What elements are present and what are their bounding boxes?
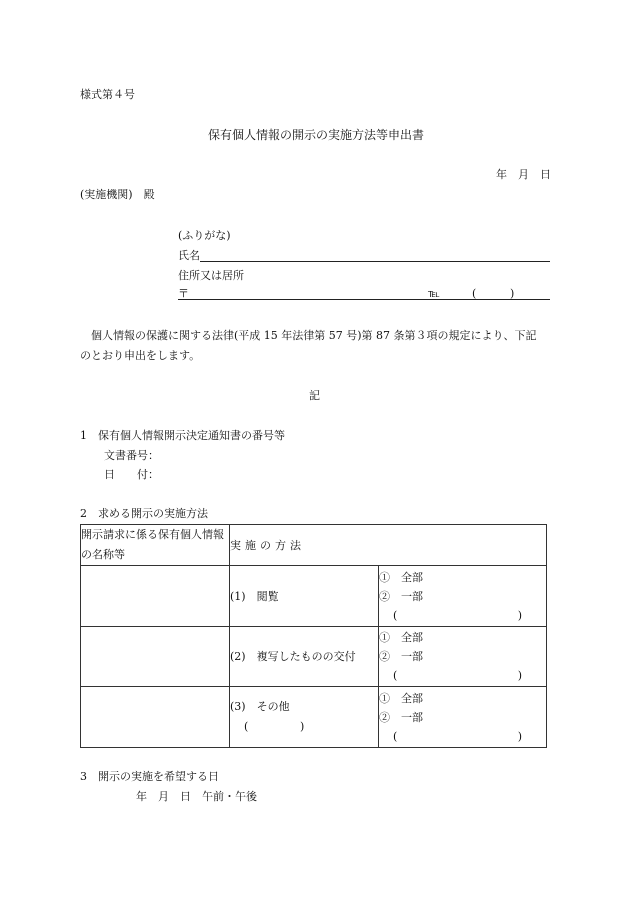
paren-open: ( — [393, 729, 398, 743]
scope-options — [379, 566, 547, 627]
method-inspection[interactable]: (1) 閲覧 — [230, 566, 379, 627]
option-part[interactable]: ② 一部 — [379, 710, 423, 724]
paren-open: ( — [393, 608, 398, 622]
name-label: 氏名 — [178, 249, 200, 262]
other-detail[interactable] — [230, 717, 378, 737]
part-detail[interactable] — [379, 666, 546, 685]
option-all[interactable]: ① 全部 — [379, 570, 423, 584]
method-copy-delivery[interactable]: (2) 複写したものの交付 — [230, 627, 379, 687]
furigana-label: (ふりがな) — [178, 229, 231, 242]
section-3-heading: 3 開示の実施を希望する日 — [80, 770, 219, 783]
tel-paren-open: ( — [472, 287, 477, 300]
ki-heading: 記 — [309, 389, 320, 402]
paren-close: ) — [517, 729, 522, 743]
option-part[interactable]: ② 一部 — [379, 650, 423, 663]
body-text-line1: 個人情報の保護に関する法律(平成 15 年法律第 57 号)第 87 条第３項の規定により、下記 — [91, 329, 537, 342]
part-detail[interactable] — [379, 727, 546, 746]
section-2-heading: 2 求める開示の実施方法 — [80, 507, 208, 520]
document-number-label: 文書番号： — [104, 449, 159, 462]
name-underline[interactable] — [200, 261, 550, 262]
address-label: 住所又は居所 — [178, 269, 244, 282]
disclosure-methods-table — [80, 524, 547, 748]
table-row — [81, 627, 547, 687]
form-number: 様式第４号 — [80, 88, 135, 101]
postal-mark: 〒 — [178, 287, 189, 300]
option-all[interactable]: ① 全部 — [379, 691, 423, 705]
desired-date-line[interactable]: 年 月 日 午前・午後 — [136, 790, 257, 803]
method-other[interactable] — [230, 687, 379, 748]
tel-paren-close: ) — [510, 287, 515, 300]
table-header-row — [81, 525, 547, 566]
col-header-method: 実施の方法 — [230, 525, 547, 566]
paren-close: ) — [517, 669, 522, 682]
table-row — [81, 687, 547, 748]
info-name-cell[interactable] — [81, 687, 230, 748]
col-header-info-name: 開示請求に係る保有個人情報の名称等 — [81, 525, 230, 566]
paren-open: ( — [393, 669, 398, 682]
part-detail[interactable] — [379, 606, 546, 625]
scope-options — [379, 687, 547, 748]
paren-close: ) — [300, 720, 305, 733]
method-other-label: (3) その他 — [230, 700, 290, 713]
option-all[interactable]: ① 全部 — [379, 631, 423, 644]
table-row — [81, 566, 547, 627]
addressee: (実施機関) 殿 — [80, 188, 155, 201]
paren-close: ) — [517, 608, 522, 622]
notice-date-label: 日 付： — [104, 468, 159, 481]
info-name-cell[interactable] — [81, 566, 230, 627]
address-underline[interactable] — [178, 299, 550, 300]
section-1-heading: 1 保有個人情報開示決定通知書の番号等 — [80, 429, 285, 442]
info-name-cell[interactable] — [81, 627, 230, 687]
body-text-line2: のとおり申出をします。 — [80, 349, 201, 362]
scope-options — [379, 627, 547, 687]
submission-date: 年 月 日 — [496, 168, 551, 181]
option-part[interactable]: ② 一部 — [379, 589, 423, 603]
paren-open: ( — [244, 720, 249, 733]
document-title: 保有個人情報の開示の実施方法等申出書 — [208, 128, 425, 142]
tel-label: ℡ — [428, 287, 440, 300]
